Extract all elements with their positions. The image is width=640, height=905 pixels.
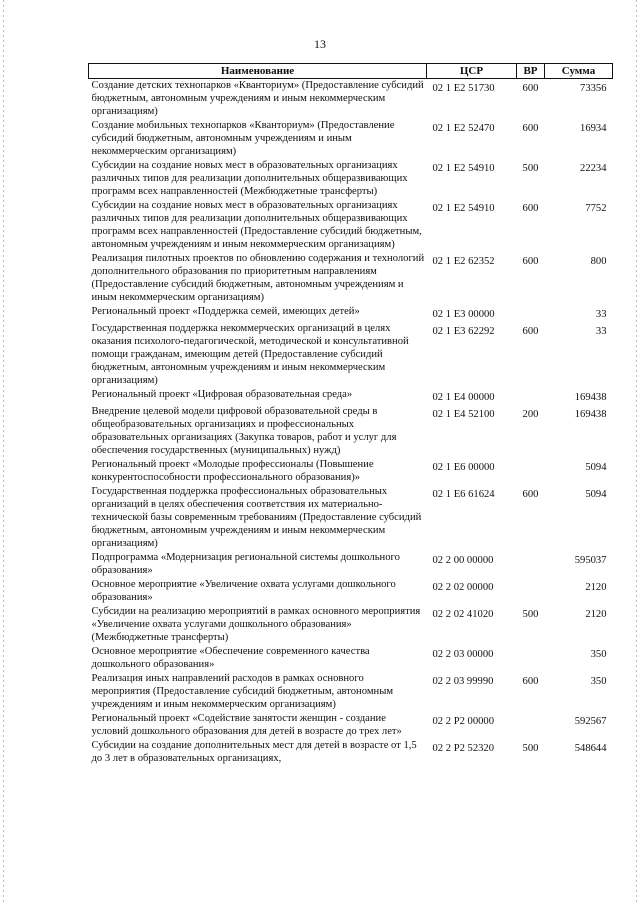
- row-vr: 600: [522, 256, 539, 267]
- row-name: Региональный проект «Цифровая образовательная среда»: [91, 389, 353, 400]
- table-row: [89, 405, 613, 458]
- row-sum: 800: [590, 256, 607, 267]
- page-number: 13: [314, 37, 326, 51]
- table-row: [89, 252, 613, 305]
- row-name: Государственная поддержка некоммерческих организаций в целях оказания психолого-педагогической, методической и консультативной помощи гражданам, имеющим детей (Предоставление субсидий бюджетным, автономным учреждениям и иным некоммерческим организациям): [91, 323, 409, 386]
- row-vr: [517, 388, 545, 405]
- row-vr: 600: [522, 326, 539, 337]
- table-row: [89, 578, 613, 605]
- row-name: Региональный проект «Поддержка семей, имеющих детей»: [91, 306, 360, 317]
- row-csr: 02 2 P2 52320: [432, 743, 495, 754]
- row-csr: 02 2 02 00000: [432, 582, 494, 593]
- table-row: [89, 645, 613, 672]
- table-row: [89, 458, 613, 485]
- row-vr: 600: [522, 83, 539, 94]
- row-vr: 600: [522, 676, 539, 687]
- table-body: [89, 79, 613, 767]
- row-vr: [517, 645, 545, 672]
- table-row: [89, 119, 613, 159]
- row-vr: 600: [522, 123, 539, 134]
- row-csr: 02 1 E6 00000: [432, 462, 495, 473]
- table-row: [89, 305, 613, 322]
- row-sum: 169438: [574, 409, 607, 420]
- row-name: Реализация пилотных проектов по обновлению содержания и технологий дополнительного образования по приоритетным направлениям (Предоставление субсидий бюджетным, автономным учреждениям и иным некоммерческим организациям): [91, 253, 425, 303]
- row-sum: 33: [595, 309, 607, 320]
- row-csr: 02 1 E2 54910: [432, 203, 495, 214]
- row-vr: [517, 578, 545, 605]
- table-row: [89, 159, 613, 199]
- row-sum: 73356: [580, 83, 607, 94]
- row-sum: 548644: [574, 743, 607, 754]
- row-vr: 600: [522, 203, 539, 214]
- table-row: [89, 739, 613, 766]
- header-sum: Сумма: [545, 64, 613, 79]
- scan-edge-right: [636, 0, 637, 905]
- row-vr: 600: [522, 489, 539, 500]
- row-csr: 02 1 E2 62352: [432, 256, 495, 267]
- scan-edge-left: [3, 0, 4, 905]
- row-vr: 500: [522, 609, 539, 620]
- row-sum: 2120: [585, 609, 607, 620]
- row-name: Основное мероприятие «Увеличение охвата услугами дошкольного образования»: [91, 579, 396, 603]
- row-sum: 169438: [574, 392, 607, 403]
- row-csr: 02 1 E2 54910: [432, 163, 495, 174]
- table-row: [89, 322, 613, 388]
- budget-table: [88, 63, 613, 766]
- row-csr: 02 1 E3 62292: [432, 326, 495, 337]
- table-row: [89, 485, 613, 551]
- row-sum: 350: [590, 649, 607, 660]
- table-row: [89, 79, 613, 120]
- row-vr: [517, 551, 545, 578]
- row-vr: [517, 458, 545, 485]
- row-name: Создание мобильных технопарков «Кванториум» (Предоставление субсидий бюджетным, автономным учреждениям и иным некоммерческим организациям): [91, 120, 395, 157]
- row-sum: 2120: [585, 582, 607, 593]
- row-name: Региональный проект «Молодые профессионалы (Повышение конкурентоспособности профессионального образования)»: [91, 459, 374, 483]
- table-header: [89, 64, 613, 79]
- row-name: Основное мероприятие «Обеспечение современного качества дошкольного образования»: [91, 646, 370, 670]
- row-name: Создание детских технопарков «Кванториум» (Предоставление субсидий бюджетным, автономным учреждениям и иным некоммерческим организациям): [91, 80, 424, 117]
- row-sum: 33: [595, 326, 607, 337]
- header-csr: ЦСР: [427, 64, 517, 79]
- row-csr: 02 2 00 00000: [432, 555, 494, 566]
- table-row: [89, 388, 613, 405]
- row-csr: 02 1 E2 51730: [432, 83, 495, 94]
- row-name: Реализация иных направлений расходов в рамках основного мероприятия (Предоставление субсидий бюджетным, автономным учреждениям и иным некоммерческим организациям): [91, 673, 394, 710]
- table-row: [89, 605, 613, 645]
- row-name: Субсидии на создание дополнительных мест для детей в возрасте от 1,5 до 3 лет в образовательных организациях,: [91, 740, 417, 764]
- row-vr: [517, 712, 545, 739]
- row-name: Субсидии на реализацию мероприятий в рамках основного мероприятия «Увеличение охвата услугами дошкольного образования» (Межбюджетные трансферты): [91, 606, 421, 643]
- row-name: Внедрение целевой модели цифровой образовательной среды в общеобразовательных организациях и профессиональных образовательных организациях (Закупка товаров, работ и услуг для обеспечения государственных (муниципальных) нужд): [91, 406, 397, 456]
- row-csr: 02 2 03 99990: [432, 676, 494, 687]
- row-name: Субсидии на создание новых мест в образовательных организациях различных типов для реализации дополнительных общеразвивающих программ всех направленностей (Межбюджетные трансферты): [91, 160, 408, 197]
- row-vr: 200: [522, 409, 539, 420]
- row-sum: 350: [590, 676, 607, 687]
- row-sum: 595037: [574, 555, 607, 566]
- table-row: [89, 551, 613, 578]
- header-name: Наименование: [89, 64, 427, 79]
- row-vr: 500: [522, 743, 539, 754]
- header-vr: ВР: [517, 64, 545, 79]
- row-name: Подпрограмма «Модернизация региональной системы дошкольного образования»: [91, 552, 400, 576]
- row-sum: 22234: [580, 163, 607, 174]
- row-csr: 02 1 E4 52100: [432, 409, 495, 420]
- row-sum: 16934: [580, 123, 607, 134]
- row-csr: 02 1 E6 61624: [432, 489, 495, 500]
- row-sum: 5094: [585, 462, 607, 473]
- row-csr: 02 1 E3 00000: [432, 309, 495, 320]
- row-csr: 02 2 P2 00000: [432, 716, 495, 727]
- row-name: Региональный проект «Содействие занятости женщин - создание условий дошкольного образования для детей в возрасте до трех лет»: [91, 713, 402, 737]
- row-name: Субсидии на создание новых мест в образовательных организациях различных типов для реализации дополнительных общеразвивающих программ всех направленностей (Предоставление субсидий бюджетным, автономным учреждениям и иным некоммерческим организациям): [91, 200, 422, 250]
- row-csr: 02 2 02 41020: [432, 609, 494, 620]
- row-sum: 592567: [574, 716, 607, 727]
- table-row: [89, 199, 613, 252]
- table-row: [89, 672, 613, 712]
- row-csr: 02 1 E2 52470: [432, 123, 495, 134]
- row-sum: 5094: [585, 489, 607, 500]
- row-csr: 02 1 E4 00000: [432, 392, 495, 403]
- row-vr: [517, 305, 545, 322]
- table-row: [89, 712, 613, 739]
- row-sum: 7752: [585, 203, 607, 214]
- row-vr: 500: [522, 163, 539, 174]
- row-csr: 02 2 03 00000: [432, 649, 494, 660]
- row-name: Государственная поддержка профессиональных образовательных организаций в целях обеспечения соответствия их материально-технической базы современным требованиям (Предоставление субсидий бюджетным, автономным учреждениям и иным некоммерческим организациям): [91, 486, 422, 549]
